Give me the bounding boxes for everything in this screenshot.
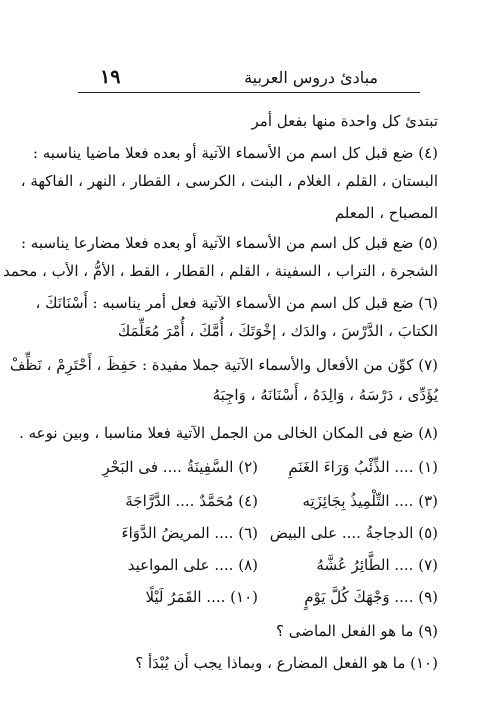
exercise-4-words-cont: المصباح ، المعلم <box>334 204 438 222</box>
sentence-item: (٣) .... التِّلْمِيذُ بِجَائِزَتِه <box>302 492 438 510</box>
exercise-9-question: (٩) ما هو الفعل الماضى ؟ <box>276 622 438 640</box>
sentence-item: (٢) السَّفِينَةُ .... فى البَحْرِ <box>102 458 258 476</box>
exercise-6-words: الكتابَ ، الدَّرْسَ ، والدَك ، إخْوَتَكَ ، أُمَّكَ ، أُمْرَ مُعَلِّمَكَ <box>117 322 438 340</box>
exercise-5-words: الشجرة ، التراب ، السفينة ، القلم ، القطار ، القط ، الأمُّ ، الأب ، محمد <box>3 262 438 280</box>
sentence-item: (٥) الدجاجةُ .... على البيض <box>269 524 438 542</box>
sentence-item: (٦) .... المريضُ الدَّوَاءَ <box>121 524 258 542</box>
exercise-7-words: يُؤَدِّى ، دَرْسَهُ ، وَالِدَهُ ، أَسْنَانَهُ ، وَاجِبَهُ <box>212 386 438 404</box>
page-number: ١٩ <box>100 66 121 88</box>
exercise-4-prompt: (٤) ضع قبل كل اسم من الأسماء الآتية أو بعده فعلا ماضيا يناسبه : <box>32 144 438 162</box>
sentence-item: (١) .... الذِّئْبُ وَرَاءَ الغَنَمِ <box>288 458 438 476</box>
exercise-6-prompt: (٦) ضع قبل كل اسم من الأسماء الآتية فعل أمر يناسبه : أَسْنَانَكَ ، <box>35 294 438 312</box>
sentence-item: (١٠) .... القَمَرُ لَيْلًا <box>145 588 258 606</box>
sentence-item: (٤) مُحَمَّدٌ .... الدَّرَّاجَةَ <box>125 492 258 510</box>
exercise-5-prompt: (٥) ضع قبل كل اسم من الأسماء الآتية أو بعده فعلا مضارعا يناسبه : <box>20 234 438 252</box>
sentence-item: (٩) .... وَجْهَكَ كُلَّ يَوْمٍ <box>304 588 438 606</box>
exercise-7-prompt: (٧) كوِّن من الأفعال والأسماء الآتية جملا مفيدة : حَفِظَ ، أَحْتَرِمْ ، نَظِّفْ <box>9 356 438 374</box>
running-title: مبادئ دروس العربية <box>244 68 378 87</box>
intro-line: تبتدئ كل واحدة منها بفعل أمر <box>251 112 438 130</box>
sentence-item: (٨) .... على المواعيد <box>127 556 258 574</box>
page-header <box>78 66 418 92</box>
sentence-item: (٧) .... الطَّائِرُ عُشَّهُ <box>316 556 438 574</box>
header-rule <box>78 92 420 93</box>
exercise-10-question: (١٠) ما هو الفعل المضارع ، وبماذا يجب أن يُبْدَأ ؟ <box>135 654 438 672</box>
exercise-4-words: البستان ، القلم ، الغلام ، البنت ، الكرسى ، القطار ، النهر ، الفاكهة ، <box>20 172 438 190</box>
exercise-8-prompt: (٨) ضع فى المكان الخالى من الجمل الآتية فعلا مناسبا ، وبين نوعه . <box>19 424 438 442</box>
